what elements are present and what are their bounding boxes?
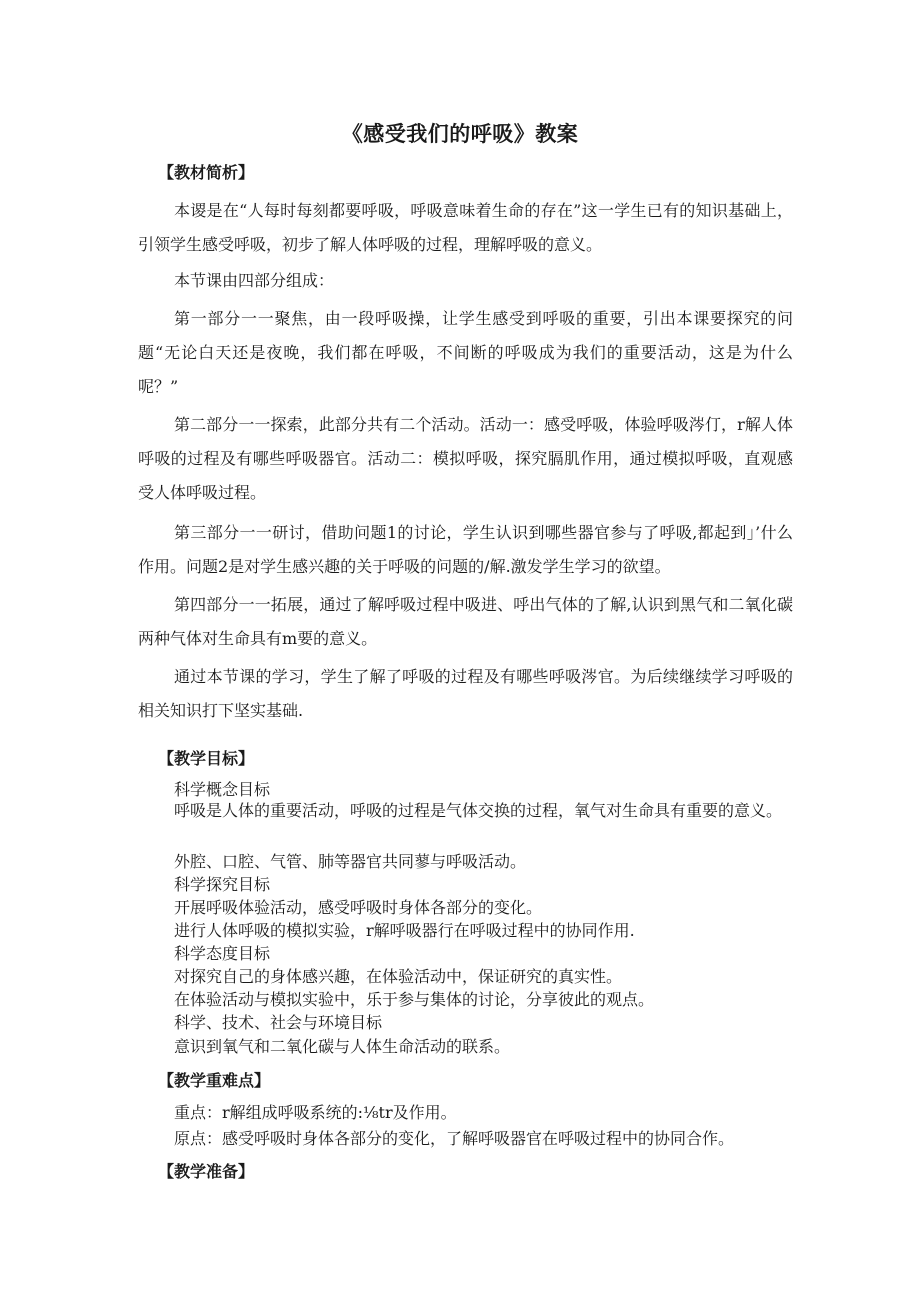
section-heading-analysis: 【教材简析】 bbox=[158, 163, 255, 182]
analysis-paragraph: 本谡是在“人每时每刻都要呼吸，呼吸意味着生命的存在”这一学生已有的知识基础上，引领学生感受呼吸，初步了解人体呼吸的过程，理解呼吸的意义。 bbox=[138, 201, 793, 254]
analysis-paragraph: 第四部分一一拓展，通过了解呼吸过程中吸进、呼出气体的了解,认识到黑气和二氧化碳两种气体对生命具有m要的意义。 bbox=[138, 595, 793, 648]
analysis-paragraph: 第二部分一一探索，此部分共有二个活动。活动一：感受呼吸，体验呼吸涔仃，r解人体呼吸的过程及有哪些呼吸器官。活动二：模拟呼吸，探究膈肌作用，通过模拟呼吸，直观感受人体呼吸过程。 bbox=[138, 415, 793, 502]
goal-item: 在体验活动与模拟实验中，乐于参与集体的讨论，分享彼此的观点。 bbox=[174, 990, 655, 1009]
goal-item: 意识到氧气和二氧化碳与人体生命活动的联系。 bbox=[174, 1037, 511, 1056]
section-heading-prep: 【教学准备】 bbox=[158, 1162, 255, 1181]
analysis-paragraph: 第三部分一一研讨，借助问题1的讨论，学生认识到哪些器官参与了呼吸,都起到」’什么作用。问题2是对学生感兴趣的关于呼吸的问题的/解.激发学生学习的欲望。 bbox=[138, 523, 793, 576]
goal-item: 外腔、口腔、气管、肺等器官共同蓼与呼吸活动。 bbox=[174, 852, 527, 871]
goal-category-sts: 科学、技术、社会与环境目标 bbox=[174, 1013, 383, 1032]
difficult-point: 原点：感受呼吸时身体各部分的变化，了解呼吸器官在呼吸过程中的协同合作。 bbox=[174, 1129, 735, 1148]
goal-item: 呼吸是人体的重要活动，呼吸的过程是气体交换的过程，氧气对生命具有重要的意义。 bbox=[174, 801, 783, 820]
document-title: 《感受我们的呼吸》教案 bbox=[341, 122, 579, 146]
analysis-paragraph: 第一部分一一聚焦，由一段呼吸操，让学生感受到呼吸的重要，引出本课要探究的问题“无论白天还是夜晚，我们都在呼吸，不间断的呼吸成为我们的重要活动，这是为什么呢？” bbox=[138, 309, 793, 396]
goal-category-concept: 科学概念目标 bbox=[174, 780, 271, 799]
goal-item: 对探究自己的身体感兴趣，在体验活动中，保证研究的真实性。 bbox=[174, 967, 623, 986]
goal-item: 进行人体呼吸的模拟实验，r解呼吸器行在呼吸过程中的协同作用. bbox=[174, 921, 635, 940]
analysis-paragraph: 通过本节课的学习，学生了解了呼吸的过程及有哪些呼吸涔官。为后续继续学习呼吸的相关知识打下坚实基础. bbox=[138, 667, 793, 720]
key-point: 重点：r解组成呼吸系统的:⅛tr及作用。 bbox=[174, 1103, 457, 1122]
analysis-paragraph: 本节课由四部分组成： bbox=[174, 271, 335, 290]
section-heading-keypoints: 【教学重难点】 bbox=[158, 1071, 271, 1090]
goal-category-inquiry: 科学探究目标 bbox=[174, 875, 271, 894]
goal-category-attitude: 科学态度目标 bbox=[174, 944, 271, 963]
goal-item: 开展呼吸体验活动，感受呼吸时身体各部分的变化。 bbox=[174, 898, 543, 917]
section-heading-goals: 【教学目标】 bbox=[158, 749, 255, 768]
